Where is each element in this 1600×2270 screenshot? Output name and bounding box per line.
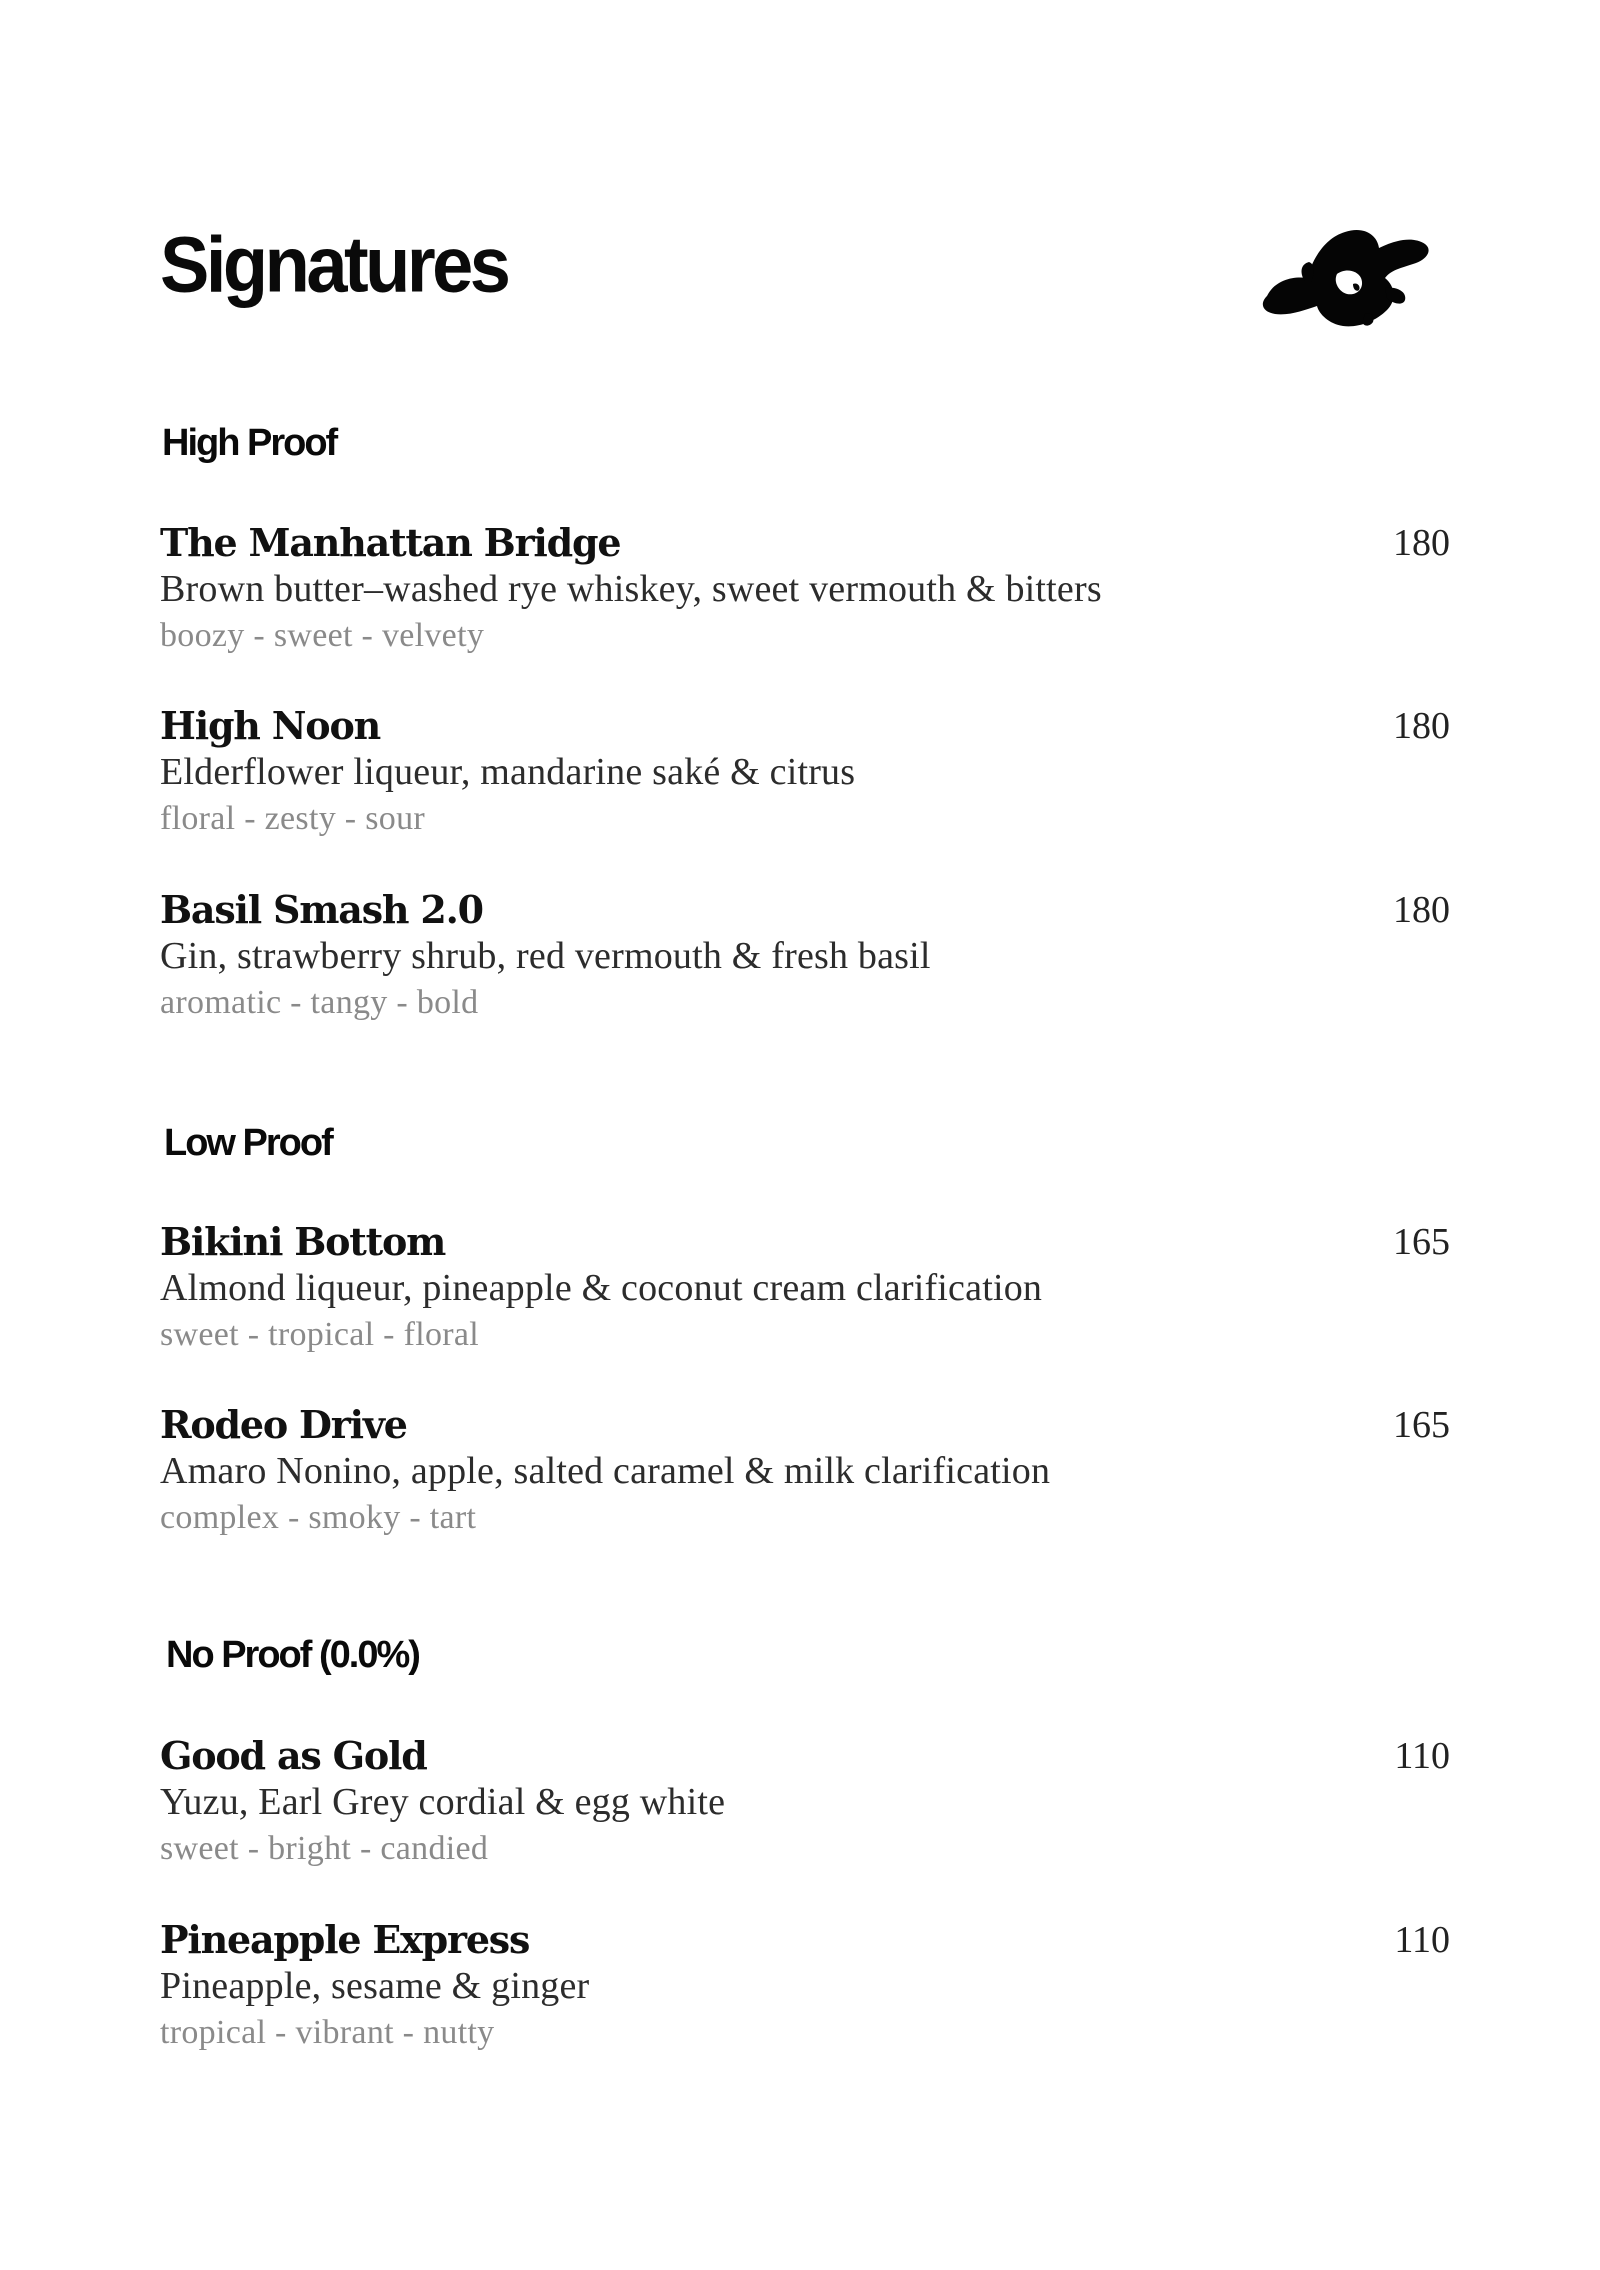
item-price: 180 <box>1393 522 1450 564</box>
ink-blot-logo-icon <box>1245 218 1435 343</box>
item-description: Almond liqueur, pineapple & coconut cream clarification <box>160 1267 1043 1309</box>
item-tasting-notes: sweet - bright - candied <box>160 1830 489 1867</box>
item-price: 180 <box>1393 889 1450 931</box>
menu-item-high-noon <box>160 703 1450 843</box>
item-price: 165 <box>1393 1404 1450 1446</box>
item-price: 180 <box>1393 705 1450 747</box>
section-heading-low-proof: Low Proof <box>164 1122 332 1164</box>
item-description: Elderflower liqueur, mandarine saké & citrus <box>160 751 856 793</box>
item-price: 110 <box>1394 1919 1450 1961</box>
item-description: Pineapple, sesame & ginger <box>160 1965 590 2007</box>
page-title: Signatures <box>160 220 508 309</box>
item-tasting-notes: sweet - tropical - floral <box>160 1316 480 1353</box>
item-price: 165 <box>1393 1221 1450 1263</box>
menu-item-the-manhattan-bridge <box>160 520 1450 660</box>
item-description: Amaro Nonino, apple, salted caramel & milk clarification <box>160 1450 1051 1492</box>
item-tasting-notes: complex - smoky - tart <box>160 1499 477 1536</box>
item-tasting-notes: boozy - sweet - velvety <box>160 617 485 654</box>
item-name: Good as Gold <box>160 1733 427 1778</box>
menu-item-pineapple-express <box>160 1917 1450 2057</box>
item-price: 110 <box>1394 1735 1450 1777</box>
item-description: Brown butter–washed rye whiskey, sweet vermouth & bitters <box>160 568 1102 610</box>
section-heading-no-proof: No Proof (0.0%) <box>166 1634 419 1676</box>
item-tasting-notes: floral - zesty - sour <box>160 800 425 837</box>
section-heading-high-proof: High Proof <box>162 422 337 464</box>
item-description: Yuzu, Earl Grey cordial & egg white <box>160 1781 726 1823</box>
menu-item-good-as-gold <box>160 1733 1450 1873</box>
item-name: High Noon <box>160 703 381 748</box>
menu-item-bikini-bottom <box>160 1219 1450 1359</box>
item-tasting-notes: tropical - vibrant - nutty <box>160 2014 495 2051</box>
item-name: Bikini Bottom <box>160 1219 446 1264</box>
item-name: Pineapple Express <box>160 1917 530 1962</box>
item-name: Basil Smash 2.0 <box>160 887 483 932</box>
item-description: Gin, strawberry shrub, red vermouth & fresh basil <box>160 935 931 977</box>
menu-item-basil-smash <box>160 887 1450 1027</box>
menu-item-rodeo-drive <box>160 1402 1450 1542</box>
item-name: Rodeo Drive <box>160 1402 407 1447</box>
item-tasting-notes: aromatic - tangy - bold <box>160 984 479 1021</box>
item-name: The Manhattan Bridge <box>160 520 621 565</box>
